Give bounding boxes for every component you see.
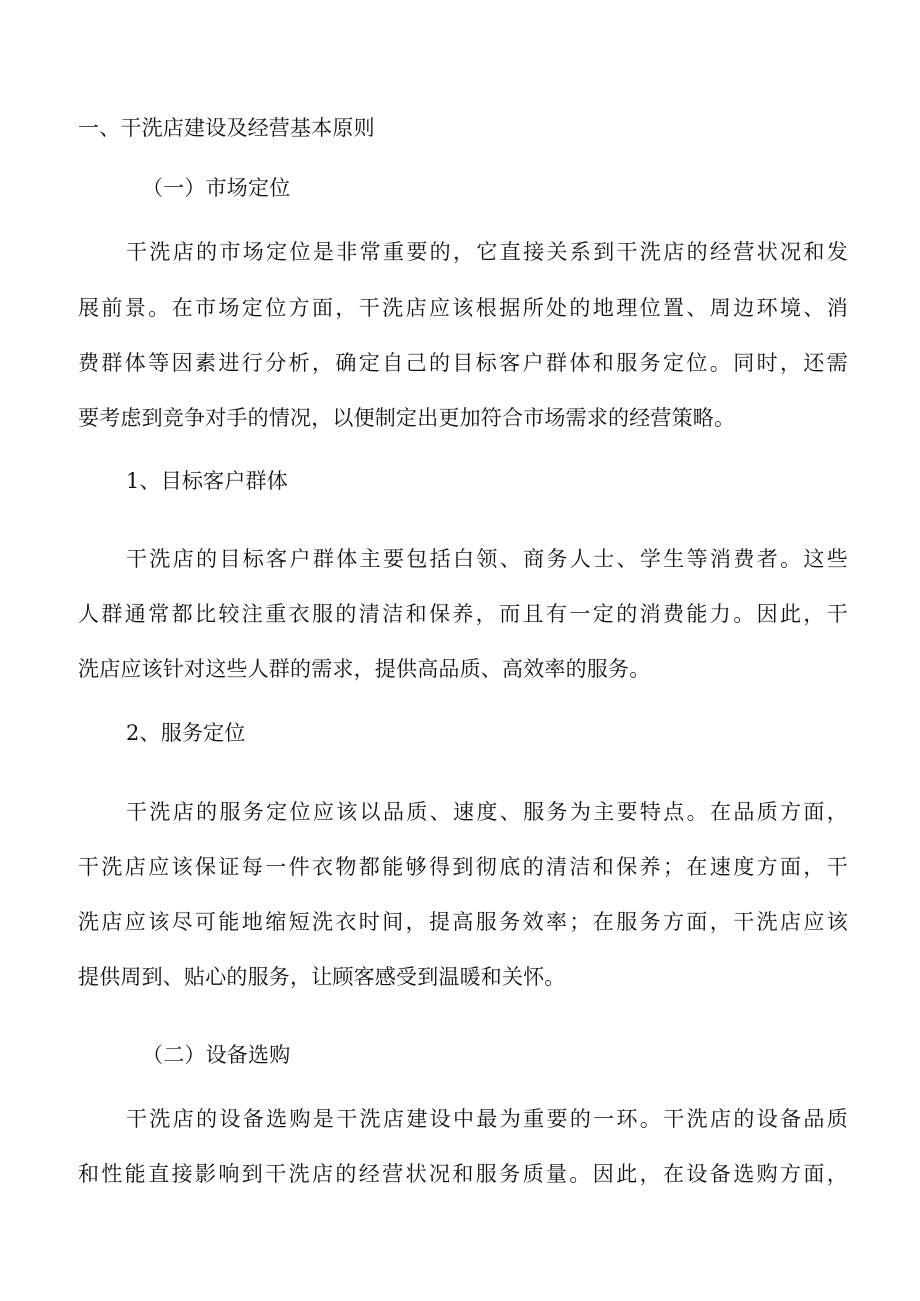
paragraph-line: 洗店应该针对这些人群的需求，提供高品质、高效率的服务。 <box>78 657 651 681</box>
paragraph-line: 干洗店的市场定位是非常重要的，它直接关系到干洗店的经营状况和发 <box>126 240 848 264</box>
paragraph-line: 干洗店应该保证每一件衣物都能够得到彻底的清洁和保养；在速度方面，干 <box>78 855 848 879</box>
main-heading: 一、干洗店建设及经营基本原则 <box>78 116 375 140</box>
paragraph-line: 洗店应该尽可能地缩短洗衣时间，提高服务效率；在服务方面，干洗店应该 <box>78 910 848 934</box>
paragraph-line: 干洗店的目标客户群体主要包括白领、商务人士、学生等消费者。这些 <box>126 547 848 571</box>
section-heading-market-positioning: （一）市场定位 <box>142 176 291 200</box>
paragraph-line: 提供周到、贴心的服务，让顾客感受到温暖和关怀。 <box>78 965 566 989</box>
paragraph-line: 干洗店的设备选购是干洗店建设中最为重要的一环。干洗店的设备品质 <box>126 1107 848 1131</box>
paragraph-line: 要考虑到竞争对手的情况，以便制定出更加符合市场需求的经营策略。 <box>78 406 736 430</box>
paragraph-line: 展前景。在市场定位方面，干洗店应该根据所处的地理位置、周边环境、消 <box>78 296 848 320</box>
paragraph-line: 人群通常都比较注重衣服的清洁和保养，而且有一定的消费能力。因此，干 <box>78 602 848 626</box>
subheading-service-positioning: 2、服务定位 <box>126 721 246 745</box>
section-heading-equipment-purchase: （二）设备选购 <box>142 1043 291 1067</box>
subheading-target-customers: 1、目标客户群体 <box>126 469 288 493</box>
paragraph-line: 和性能直接影响到干洗店的经营状况和服务质量。因此，在设备选购方面， <box>78 1162 848 1186</box>
paragraph-line: 费群体等因素进行分析，确定自己的目标客户群体和服务定位。同时，还需 <box>78 351 848 375</box>
paragraph-line: 干洗店的服务定位应该以品质、速度、服务为主要特点。在品质方面， <box>126 800 848 824</box>
